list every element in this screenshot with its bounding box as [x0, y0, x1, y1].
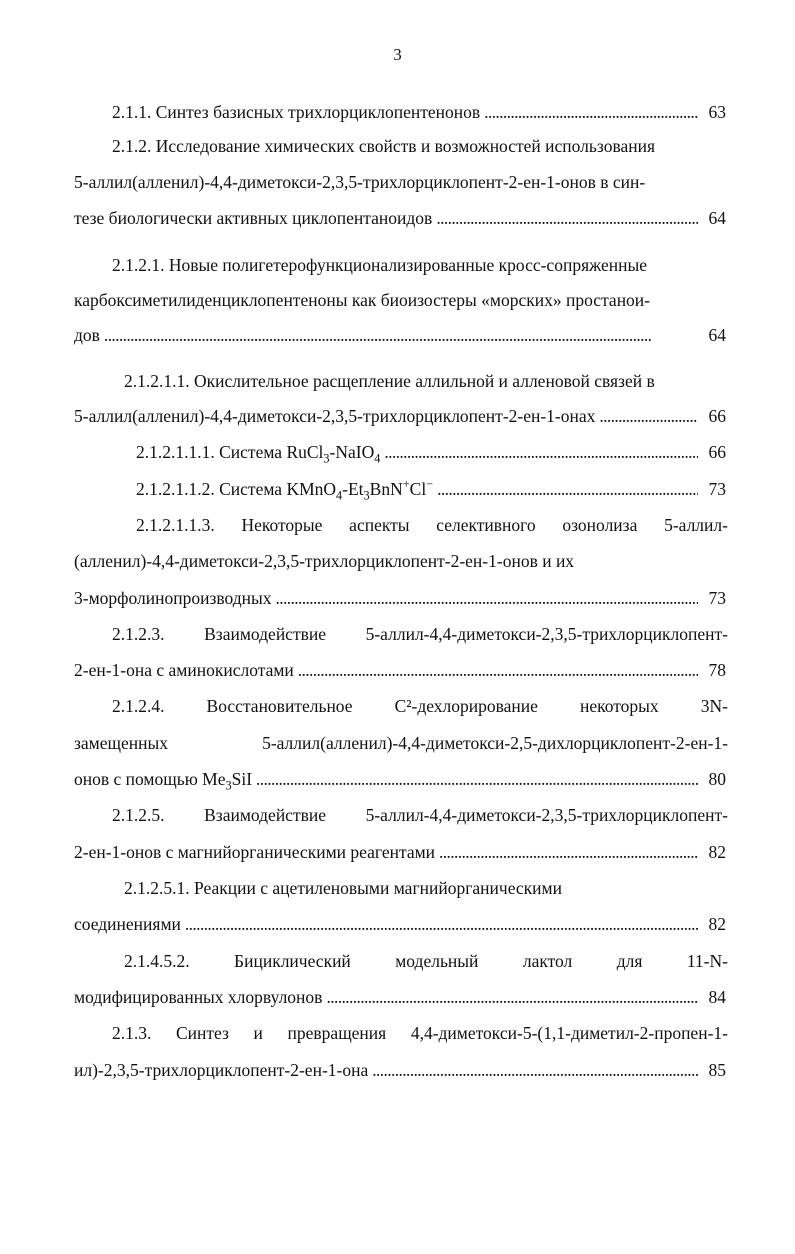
toc-page-number: 64	[708, 325, 726, 345]
toc-page-number: 82	[708, 842, 726, 862]
toc-page-number: 73	[708, 479, 726, 499]
toc-entry-2-1-2-3-line2	[74, 658, 726, 682]
toc-entry-2-1-2-line1: 2.1.2. Исследование химических свойств и возможностей использования	[112, 136, 656, 156]
toc-entry-2-1-2-1-1-line1: 2.1.2.1.1. Окислительное расщепление аллильной и алленовой связей в	[124, 371, 655, 391]
toc-entry-title: 2.1.2.1.1.1. Система RuCl$_3$-NaIO$_4$	[136, 442, 381, 466]
toc-entry-2-1-2-5-line1: 2.1.2.5. Взаимодействие 5-аллил-4,4-диметокси-2,3,5-трихлорциклопент-	[112, 805, 728, 825]
toc-entry-title: 2.1.2.1.1.2. Система $KMnO_4-Et_3BnN^+Cl^-$	[136, 477, 434, 503]
toc-entry-2-1-2-1-1-3-line1: 2.1.2.1.1.3. Некоторые аспекты селективного озонолиза 5-аллил-	[136, 515, 728, 535]
toc-entry-2-1-2-5-1-line2	[74, 912, 726, 936]
toc-entry-title: 5-аллил(алленил)-4,4-диметокси-2,3,5-трихлорциклопент-2-ен-1-онах	[74, 406, 596, 426]
toc-entry-2-1-4-5-2-line2	[74, 985, 726, 1009]
toc-page-number: 66	[708, 406, 726, 426]
toc-entry-title: 2-ен-1-она с аминокислотами	[74, 660, 294, 680]
toc-page-number: 73	[708, 588, 726, 608]
toc-page-number: 80	[708, 769, 726, 789]
toc-page-number: 66	[708, 442, 726, 462]
toc-entry-2-1-2-4-line2: замещенных 5-аллил(алленил)-4,4-диметокси-2,5-дихлорциклопент-2-ен-1-	[74, 733, 728, 753]
toc-entry-2-1-4-5-2-line1: 2.1.4.5.2. Бициклический модельный лактол для 11-N-	[124, 951, 728, 971]
leader-dots	[437, 477, 698, 501]
toc-entry-2-1-2-5-line2	[74, 840, 726, 864]
toc-entry-2-1-2-1-line1: 2.1.2.1. Новые полигетерофункционализированные кросс-сопряженные	[112, 255, 647, 275]
leader-dots	[276, 586, 698, 610]
leader-dots	[326, 985, 698, 1009]
toc-page-number: 78	[708, 660, 726, 680]
leader-dots	[436, 206, 698, 230]
leader-dots	[439, 840, 698, 864]
toc-entry-2-1-3-line2	[74, 1058, 726, 1082]
toc-entry-2-1-2-4-line3	[74, 767, 726, 791]
leader-dots	[185, 912, 698, 936]
toc-page-number: 84	[708, 987, 726, 1007]
toc-entry-2-1-2-4-line1: 2.1.2.4. Восстановительное C²-дехлорирование некоторых 3N-	[112, 696, 728, 716]
toc-entry-2-1-2-1-1-line2	[74, 404, 726, 428]
leader-dots	[599, 404, 698, 428]
toc-entry-title: ил)-2,3,5-трихлорциклопент-2-ен-1-она	[74, 1060, 369, 1080]
toc-entry-2-1-2-1-1-2	[136, 477, 726, 501]
toc-page-number: 64	[708, 208, 726, 228]
leader-dots	[484, 100, 698, 124]
leader-dots	[298, 658, 698, 682]
toc-entry-title: модифицированных хлорвулонов	[74, 987, 323, 1007]
toc-page-number: 82	[708, 914, 726, 934]
toc-entry-2-1-2-3-line1: 2.1.2.3. Взаимодействие 5-аллил-4,4-диметокси-2,3,5-трихлорциклопент-	[112, 624, 728, 644]
toc-entry-2-1-2-1-line3	[74, 323, 726, 347]
toc-entry-2-1-2-1-1-1	[136, 440, 726, 464]
toc-page-number: 85	[708, 1060, 726, 1080]
toc-entry-2-1-2-1-1-3-line3	[74, 586, 726, 610]
toc-entry-title: соединениями	[74, 914, 181, 934]
toc-entry-2-1-2-line2: 5-аллил(алленил)-4,4-диметокси-2,3,5-трихлорциклопент-2-ен-1-онов в син-	[74, 172, 646, 192]
leader-dots	[384, 440, 698, 464]
toc-entry-title: дов	[74, 325, 100, 345]
toc-entry-2-1-2-1-1-3-line2: (алленил)-4,4-диметокси-2,3,5-трихлорциклопент-2-ен-1-онов и их	[74, 551, 575, 571]
toc-entry-title: 3-морфолинопроизводных	[74, 588, 272, 608]
toc-entry-title: 2-ен-1-онов с магнийорганическими реагентами	[74, 842, 436, 862]
toc-entry-title: тезе биологически активных циклопентаноидов	[74, 208, 433, 228]
toc-entry-2-1-2-line3	[74, 206, 726, 230]
toc-entry-title: 2.1.1. Синтез базисных трихлорциклопентенонов	[112, 102, 481, 122]
toc-entry-title: онов с помощью $Me_3SiI$	[74, 769, 253, 793]
leader-dots	[372, 1058, 698, 1082]
leader-dots	[104, 323, 698, 347]
toc-page-number: 63	[708, 102, 726, 122]
leader-dots	[256, 767, 698, 791]
toc-entry-2-1-1	[112, 100, 726, 124]
toc-entry-2-1-3-line1: 2.1.3. Синтез и превращения 4,4-диметокси-5-(1,1-диметил-2-пропен-1-	[112, 1023, 728, 1043]
toc-entry-2-1-2-1-line2: карбоксиметилиденциклопентеноны как биоизостеры «морских» простанои-	[74, 290, 651, 310]
toc-entry-2-1-2-5-1-line1: 2.1.2.5.1. Реакции с ацетиленовыми магнийорганическими	[124, 878, 562, 898]
page-number: 3	[393, 45, 402, 64]
